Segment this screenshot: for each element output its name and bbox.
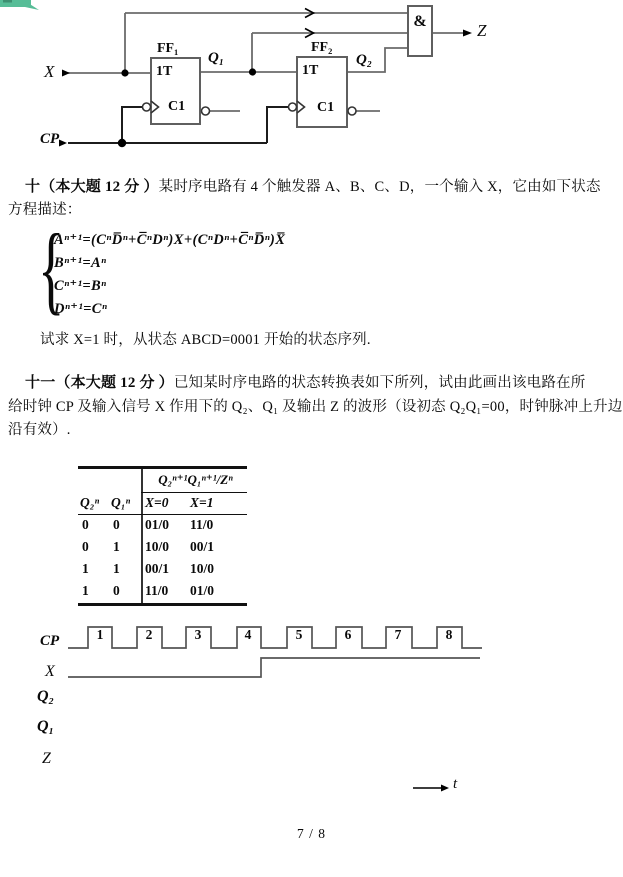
cp-pulse-number: 8 — [445, 627, 453, 642]
table-cell: 00/1 — [145, 561, 170, 576]
ff2-clock-wedge-icon — [297, 101, 305, 113]
cp-waveform — [68, 627, 482, 648]
circuit-q2-label: Q₂ — [356, 52, 373, 68]
table-cell: 0 — [113, 517, 120, 532]
waveform-cp-label: CP — [40, 633, 60, 649]
ff1-title: FF₁ — [157, 41, 179, 56]
equation-brace: { — [38, 213, 65, 324]
table-cell: 10/0 — [145, 539, 170, 554]
and-gate-symbol: & — [413, 13, 427, 30]
problem11-line1 — [25, 371, 585, 392]
table-cell: 0 — [113, 583, 120, 598]
table-cell: 11/0 — [145, 583, 169, 598]
problem11-heading: 十一（本大题 12 分 ） — [25, 375, 174, 391]
problem10-ask: 试求 X=1 时，从状态 ABCD=0001 开始的状态序列. — [40, 332, 371, 348]
waveform-q1-label: Q₁ — [37, 718, 55, 735]
arrowhead-cp-input-icon — [59, 140, 67, 147]
table-cell: 1 — [82, 561, 89, 576]
state-equation-c: Cⁿ⁺¹=Bⁿ — [54, 278, 107, 294]
state-equation-b: Bⁿ⁺¹=Aⁿ — [54, 255, 107, 271]
table-cell: 1 — [113, 539, 120, 554]
ff2-title: FF₂ — [311, 40, 333, 55]
table-col-q1: Q₁ⁿ — [111, 495, 131, 510]
table-spanline — [141, 492, 247, 493]
table-cell: 11/0 — [190, 517, 214, 532]
cp-pulse-number: 4 — [244, 627, 252, 642]
waveform-q2-label: Q₂ — [37, 688, 55, 705]
ff1-qbar-bubble — [202, 107, 210, 115]
table-col-q2: Q₂ⁿ — [80, 495, 100, 510]
cp-pulse-number: 5 — [295, 627, 303, 642]
table-cell: 10/0 — [190, 561, 215, 576]
state-transition-table — [78, 466, 247, 606]
ff1-t-input-label: 1T — [156, 64, 173, 79]
circuit-diagram — [0, 0, 623, 168]
wire-cp-to-ff1 — [122, 107, 142, 143]
table-span-header: Q₂ⁿ⁺¹Q₁ⁿ⁺¹/Zⁿ — [158, 472, 233, 487]
problem11-line1-text: 已知某时序电路的状态转换表如下所列，试由此画出该电路在所 — [173, 375, 586, 391]
circuit-z-label: Z — [477, 21, 487, 40]
table-cell: 00/1 — [190, 539, 215, 554]
arrowhead-time-icon — [441, 785, 449, 792]
ff2-clock-bubble — [289, 103, 297, 111]
table-col-x0: X=0 — [145, 495, 169, 510]
arrowhead-z-output-icon — [463, 30, 472, 37]
junction-dot-cp — [118, 139, 126, 147]
page-number: 7 / 8 — [296, 826, 326, 841]
problem10-heading: 十（本大题 12 分 ） — [25, 179, 159, 195]
time-axis-label: t — [453, 776, 458, 792]
cp-pulse-number: 7 — [394, 627, 402, 642]
problem10-line1 — [25, 175, 601, 196]
junction-dot-x — [121, 69, 128, 76]
waveform-z-label: Z — [42, 750, 51, 767]
circuit-q1-label: Q₁ — [208, 50, 225, 66]
x-waveform — [68, 658, 480, 677]
circuit-cp-label: CP — [40, 131, 60, 147]
table-cell: 0 — [82, 517, 89, 532]
cp-pulse-number: 1 — [96, 627, 104, 642]
ff1-clock-bubble — [143, 103, 151, 111]
circuit-x-label: X — [44, 62, 55, 81]
table-cell: 0 — [82, 539, 89, 554]
ff2-t-input-label: 1T — [302, 63, 319, 78]
ff1-c-input-label: C1 — [168, 99, 186, 114]
wire-cp-to-ff2 — [267, 107, 288, 143]
ff2-c-input-label: C1 — [317, 100, 335, 115]
state-equation-a: Aⁿ⁺¹=(CⁿD̅ⁿ+C̅ⁿDⁿ)X+(CⁿDⁿ+C̅ⁿD̅ⁿ)X̅ — [54, 232, 286, 248]
arrowhead-x-input-icon — [62, 70, 70, 77]
table-cell: 01/0 — [145, 517, 170, 532]
ff1-clock-wedge-icon — [151, 101, 159, 113]
state-equation-d: Dⁿ⁺¹=Cⁿ — [54, 301, 108, 317]
cp-pulse-number: 6 — [344, 627, 352, 642]
waveform-x-label: X — [45, 663, 55, 680]
problem11-line3: 沿有效）. — [8, 422, 71, 438]
table-cell: 01/0 — [190, 583, 215, 598]
table-vertical-divider — [141, 469, 143, 603]
problem11-line2: 给时钟 CP 及输入信号 X 作用下的 Q₂、Q₁ 及输出 Z 的波形（设初态 Q₂Q₁=00，时钟脉冲上升边 — [8, 399, 623, 415]
cp-pulse-number: 2 — [145, 627, 153, 642]
problem10-line2: 方程描述： — [8, 202, 82, 218]
table-cell: 1 — [82, 583, 89, 598]
table-cell: 1 — [113, 561, 120, 576]
problem10-line1-text: 某时序电路有 4 个触发器 A、B、C、D，一个输入 X，它由如下状态 — [158, 179, 601, 195]
cp-pulse-number: 3 — [194, 627, 202, 642]
table-col-x1: X=1 — [190, 495, 214, 510]
table-headerline — [78, 514, 247, 515]
junction-dot-q1 — [249, 68, 256, 75]
ff2-qbar-bubble — [348, 107, 356, 115]
